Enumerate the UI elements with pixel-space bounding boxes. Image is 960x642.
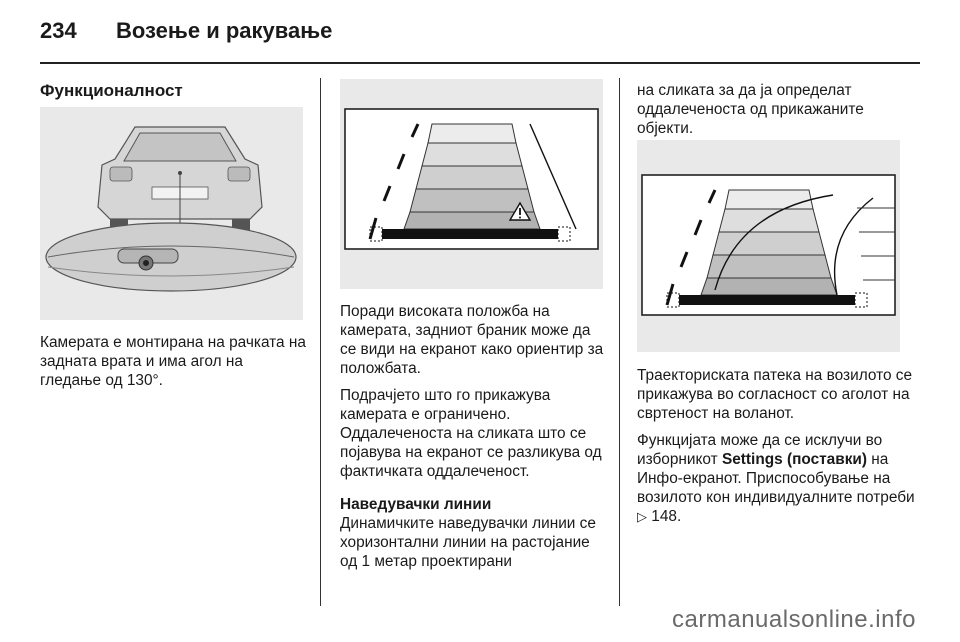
column-divider-2 — [619, 78, 620, 606]
column-2-text — [340, 302, 610, 579]
column-1-text — [40, 333, 308, 398]
header-rule — [40, 62, 920, 64]
column-3-text-bottom — [637, 366, 917, 534]
column-divider-1 — [320, 78, 321, 606]
page-reference[interactable]: 148. — [651, 508, 682, 525]
camera-mount-illustration — [40, 107, 303, 320]
subheading-guide-lines: Наведувачки линии — [340, 496, 492, 513]
trajectory-illustration — [637, 140, 900, 352]
paragraph-bumper: Поради високата положба на камерата, задниот браник може да се види на екранот како ориентир за положбата. — [340, 303, 604, 377]
page-reference-arrow-icon: ▷ — [637, 509, 647, 524]
camera-description: Камерата е монтирана на рачката на задната врата и има агол на гледање од 130°. — [40, 334, 306, 389]
paragraph-camera-area: Подрачјето што го прикажува камерата е ограничено. Оддалеченоста на сликата што се појавува на екранот се разликува од фактичката оддалеченост. — [340, 387, 602, 480]
guide-lines-illustration — [340, 79, 603, 289]
paragraph-dynamic-lines: Динамичките наведувачки линии се хоризонтални линии на растојание од 1 метар проектирани — [340, 515, 596, 570]
column-3-text-top — [637, 81, 915, 146]
page-number: 234 — [40, 18, 77, 43]
page-title: Возење и ракување — [116, 18, 333, 43]
section-title: Функционалност — [40, 81, 183, 100]
page-header — [40, 18, 332, 44]
paragraph-distance: на сликата за да ја определат оддалеченоста од прикажаните објекти. — [637, 82, 864, 137]
watermark: carmanualsonline.info — [672, 606, 916, 633]
paragraph-trajectory: Траекториската патека на возилото се прикажува во согласност со аголот на свртеност на воланот. — [637, 367, 913, 422]
settings-menu-name: Settings (поставки) — [721, 451, 867, 468]
paragraph-settings: Функцијата може да се исклучи во изборникот Settings (поставки) на Инфо-екранот. Приспособување на возилото кон индивидуалните потреби ▷ 148. — [637, 432, 915, 525]
